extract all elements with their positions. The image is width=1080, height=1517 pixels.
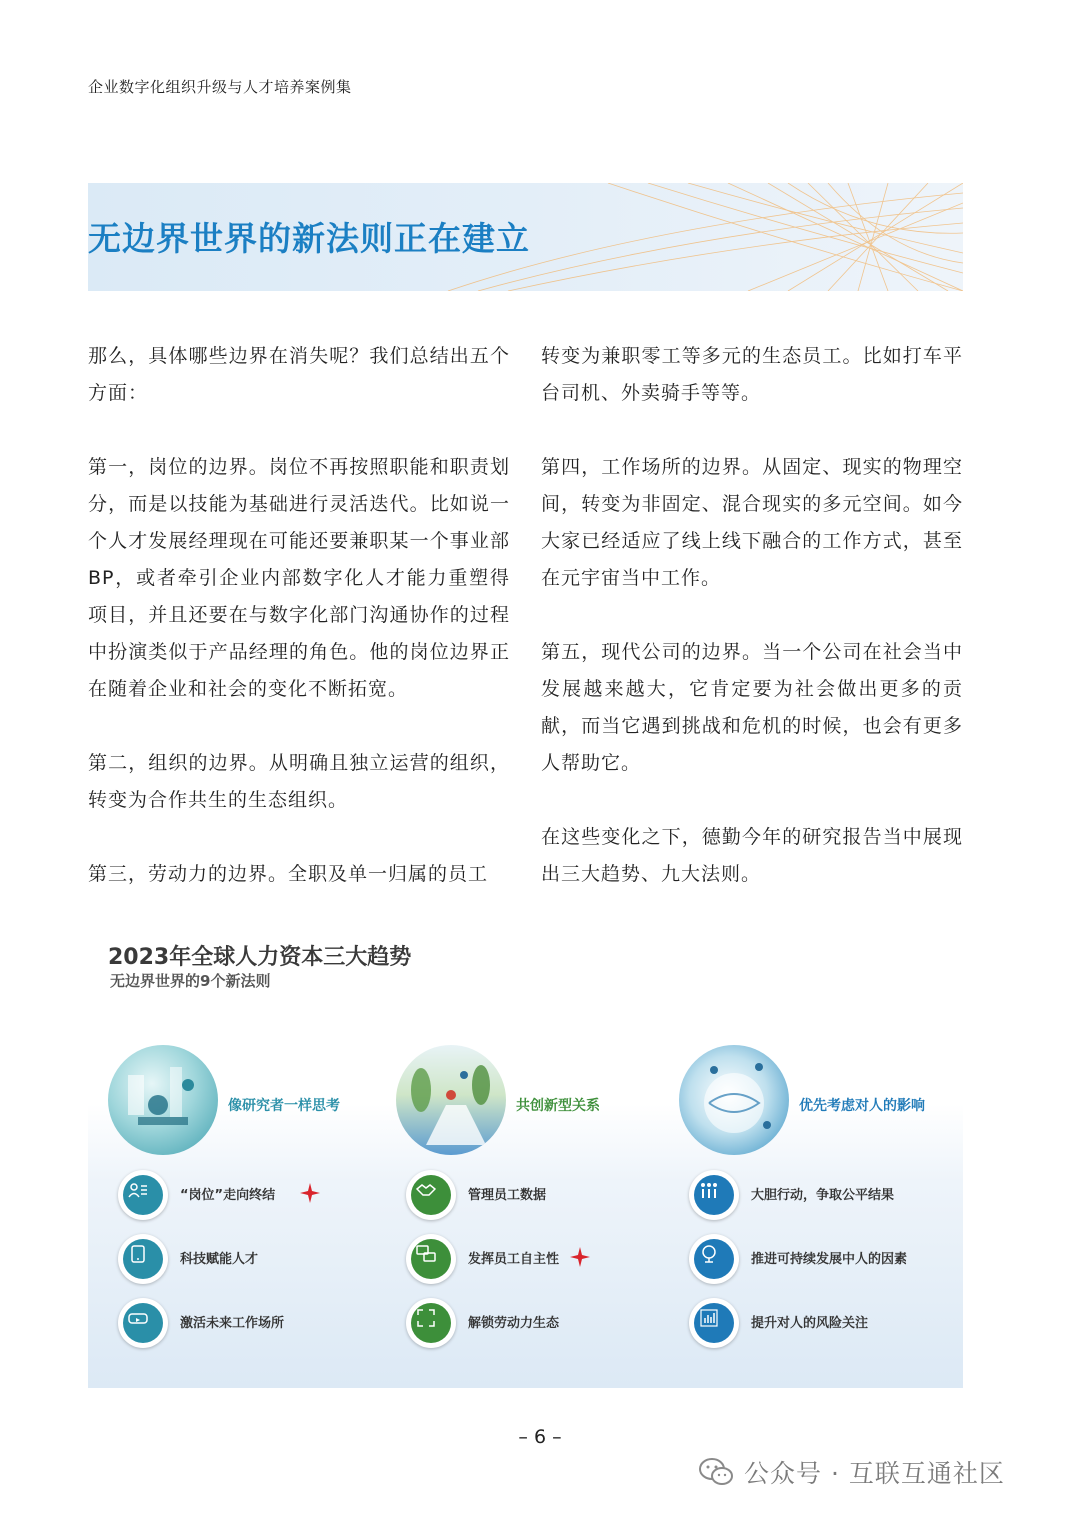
paragraph: 那么，具体哪些边界在消失呢？我们总结出五个方面：: [88, 345, 510, 404]
expand-icon: [416, 1308, 436, 1328]
rule-item: [118, 1170, 378, 1220]
rule-item: [689, 1234, 949, 1284]
trend-label: 像研究者一样思考: [228, 1098, 340, 1114]
rule-icon-wrap: [689, 1170, 739, 1220]
page-number: – 6 –: [518, 1426, 562, 1448]
globe-illustration-icon: [679, 1045, 789, 1155]
star-icon: [300, 1183, 320, 1203]
rule-item: [118, 1298, 378, 1348]
paragraph: 第四，工作场所的边界。从固定、现实的物理空间，转变为非固定、混合现实的多元空间。如今大家已经适应了线上线下融合的工作方式，甚至在元宇宙当中工作。: [541, 456, 963, 589]
rule-label: 发挥员工自主性: [468, 1252, 560, 1267]
rule-icon-wrap: [406, 1170, 456, 1220]
paragraph: 第三，劳动力的边界。全职及单一归属的员工: [88, 863, 489, 885]
vr-headset-icon: [128, 1308, 148, 1328]
paragraph: 第一，岗位的边界。岗位不再按照职能和职责划分，而是以技能为基础进行灵活迭代。比如说一个人才发展经理现在可能还要兼职某一个事业部 BP，或者牵引企业内部数字化人才能力重塑得项目，并且还要在与数字化部门沟通协作的过程中扮演类似于产品经理的角色。他的岗位边界正在随着企业和社会的变化不断拓宽。: [88, 456, 510, 700]
rule-item: [689, 1298, 949, 1348]
infographic-subtitle: 无边界世界的9个新法则: [110, 972, 271, 990]
paragraph: 第五，现代公司的边界。当一个公司在社会当中发展越来越大，它肯定要为社会做出更多的贡献，而当它遇到挑战和危机的时候，也会有更多人帮助它。: [541, 641, 963, 774]
paragraph: 转变为兼职零工等多元的生态员工。比如打车平台司机、外卖骑手等等。: [541, 345, 963, 404]
rule-icon-wrap: [118, 1234, 168, 1284]
star-icon: [570, 1247, 590, 1267]
trend-group-researcher: [88, 1045, 378, 1375]
researcher-illustration-icon: [108, 1045, 218, 1155]
paragraph: 第二，组织的边界。从明确且独立运营的组织，转变为合作共生的生态组织。: [88, 752, 510, 811]
rule-label: 科技赋能人才: [180, 1252, 259, 1267]
rule-item: [406, 1234, 666, 1284]
bar-chart-icon: [699, 1308, 719, 1328]
trend-label: 共创新型关系: [516, 1098, 600, 1114]
trends-infographic: [88, 930, 963, 1388]
rule-icon-wrap: [406, 1298, 456, 1348]
globe-icon: [699, 1244, 719, 1264]
trend-illustration: [396, 1045, 506, 1155]
tablet-icon: [128, 1244, 148, 1264]
infographic-title: 2023年全球人力资本三大趋势: [108, 945, 412, 970]
rule-item: [118, 1234, 378, 1284]
rule-icon-wrap: [689, 1234, 739, 1284]
rule-label: “岗位”走向终结: [180, 1188, 276, 1203]
rule-label: 激活未来工作场所: [180, 1316, 285, 1331]
section-title-band: [88, 183, 963, 291]
watermark: [698, 1452, 1005, 1492]
rule-item: [406, 1298, 666, 1348]
trend-group-human-impact: [659, 1045, 949, 1375]
paragraph: 在这些变化之下，德勤今年的研究报告当中展现出三大趋势、九大法则。: [541, 826, 963, 885]
rule-item: [689, 1170, 949, 1220]
rule-icon-wrap: [118, 1298, 168, 1348]
watermark-text: 公众号 · 互联互通社区: [744, 1459, 1005, 1488]
trend-illustration: [108, 1045, 218, 1155]
relationships-illustration-icon: [396, 1045, 506, 1155]
rule-item: [406, 1170, 666, 1220]
people-group-icon: [699, 1180, 719, 1200]
trend-group-relationships: [376, 1045, 666, 1375]
person-list-icon: [128, 1180, 148, 1200]
rule-label: 管理员工数据: [468, 1188, 547, 1203]
trend-label: 优先考虑对人的影响: [799, 1098, 925, 1114]
rule-icon-wrap: [118, 1170, 168, 1220]
section-title: 无边界世界的新法则正在建立: [88, 219, 530, 258]
left-column: [88, 338, 510, 930]
rule-label: 提升对人的风险关注: [751, 1316, 869, 1331]
rule-label: 推进可持续发展中人的因素: [751, 1252, 908, 1267]
right-column: [541, 338, 963, 930]
handshake-icon: [416, 1180, 436, 1200]
rule-icon-wrap: [689, 1298, 739, 1348]
rule-label: 大胆行动，争取公平结果: [751, 1188, 895, 1203]
rule-label: 解锁劳动力生态: [468, 1316, 560, 1331]
wechat-icon: [698, 1457, 734, 1487]
trend-illustration: [679, 1045, 789, 1155]
running-header: 企业数字化组织升级与人才培养案例集: [88, 78, 352, 96]
chat-icon: [416, 1244, 436, 1264]
rule-icon-wrap: [406, 1234, 456, 1284]
